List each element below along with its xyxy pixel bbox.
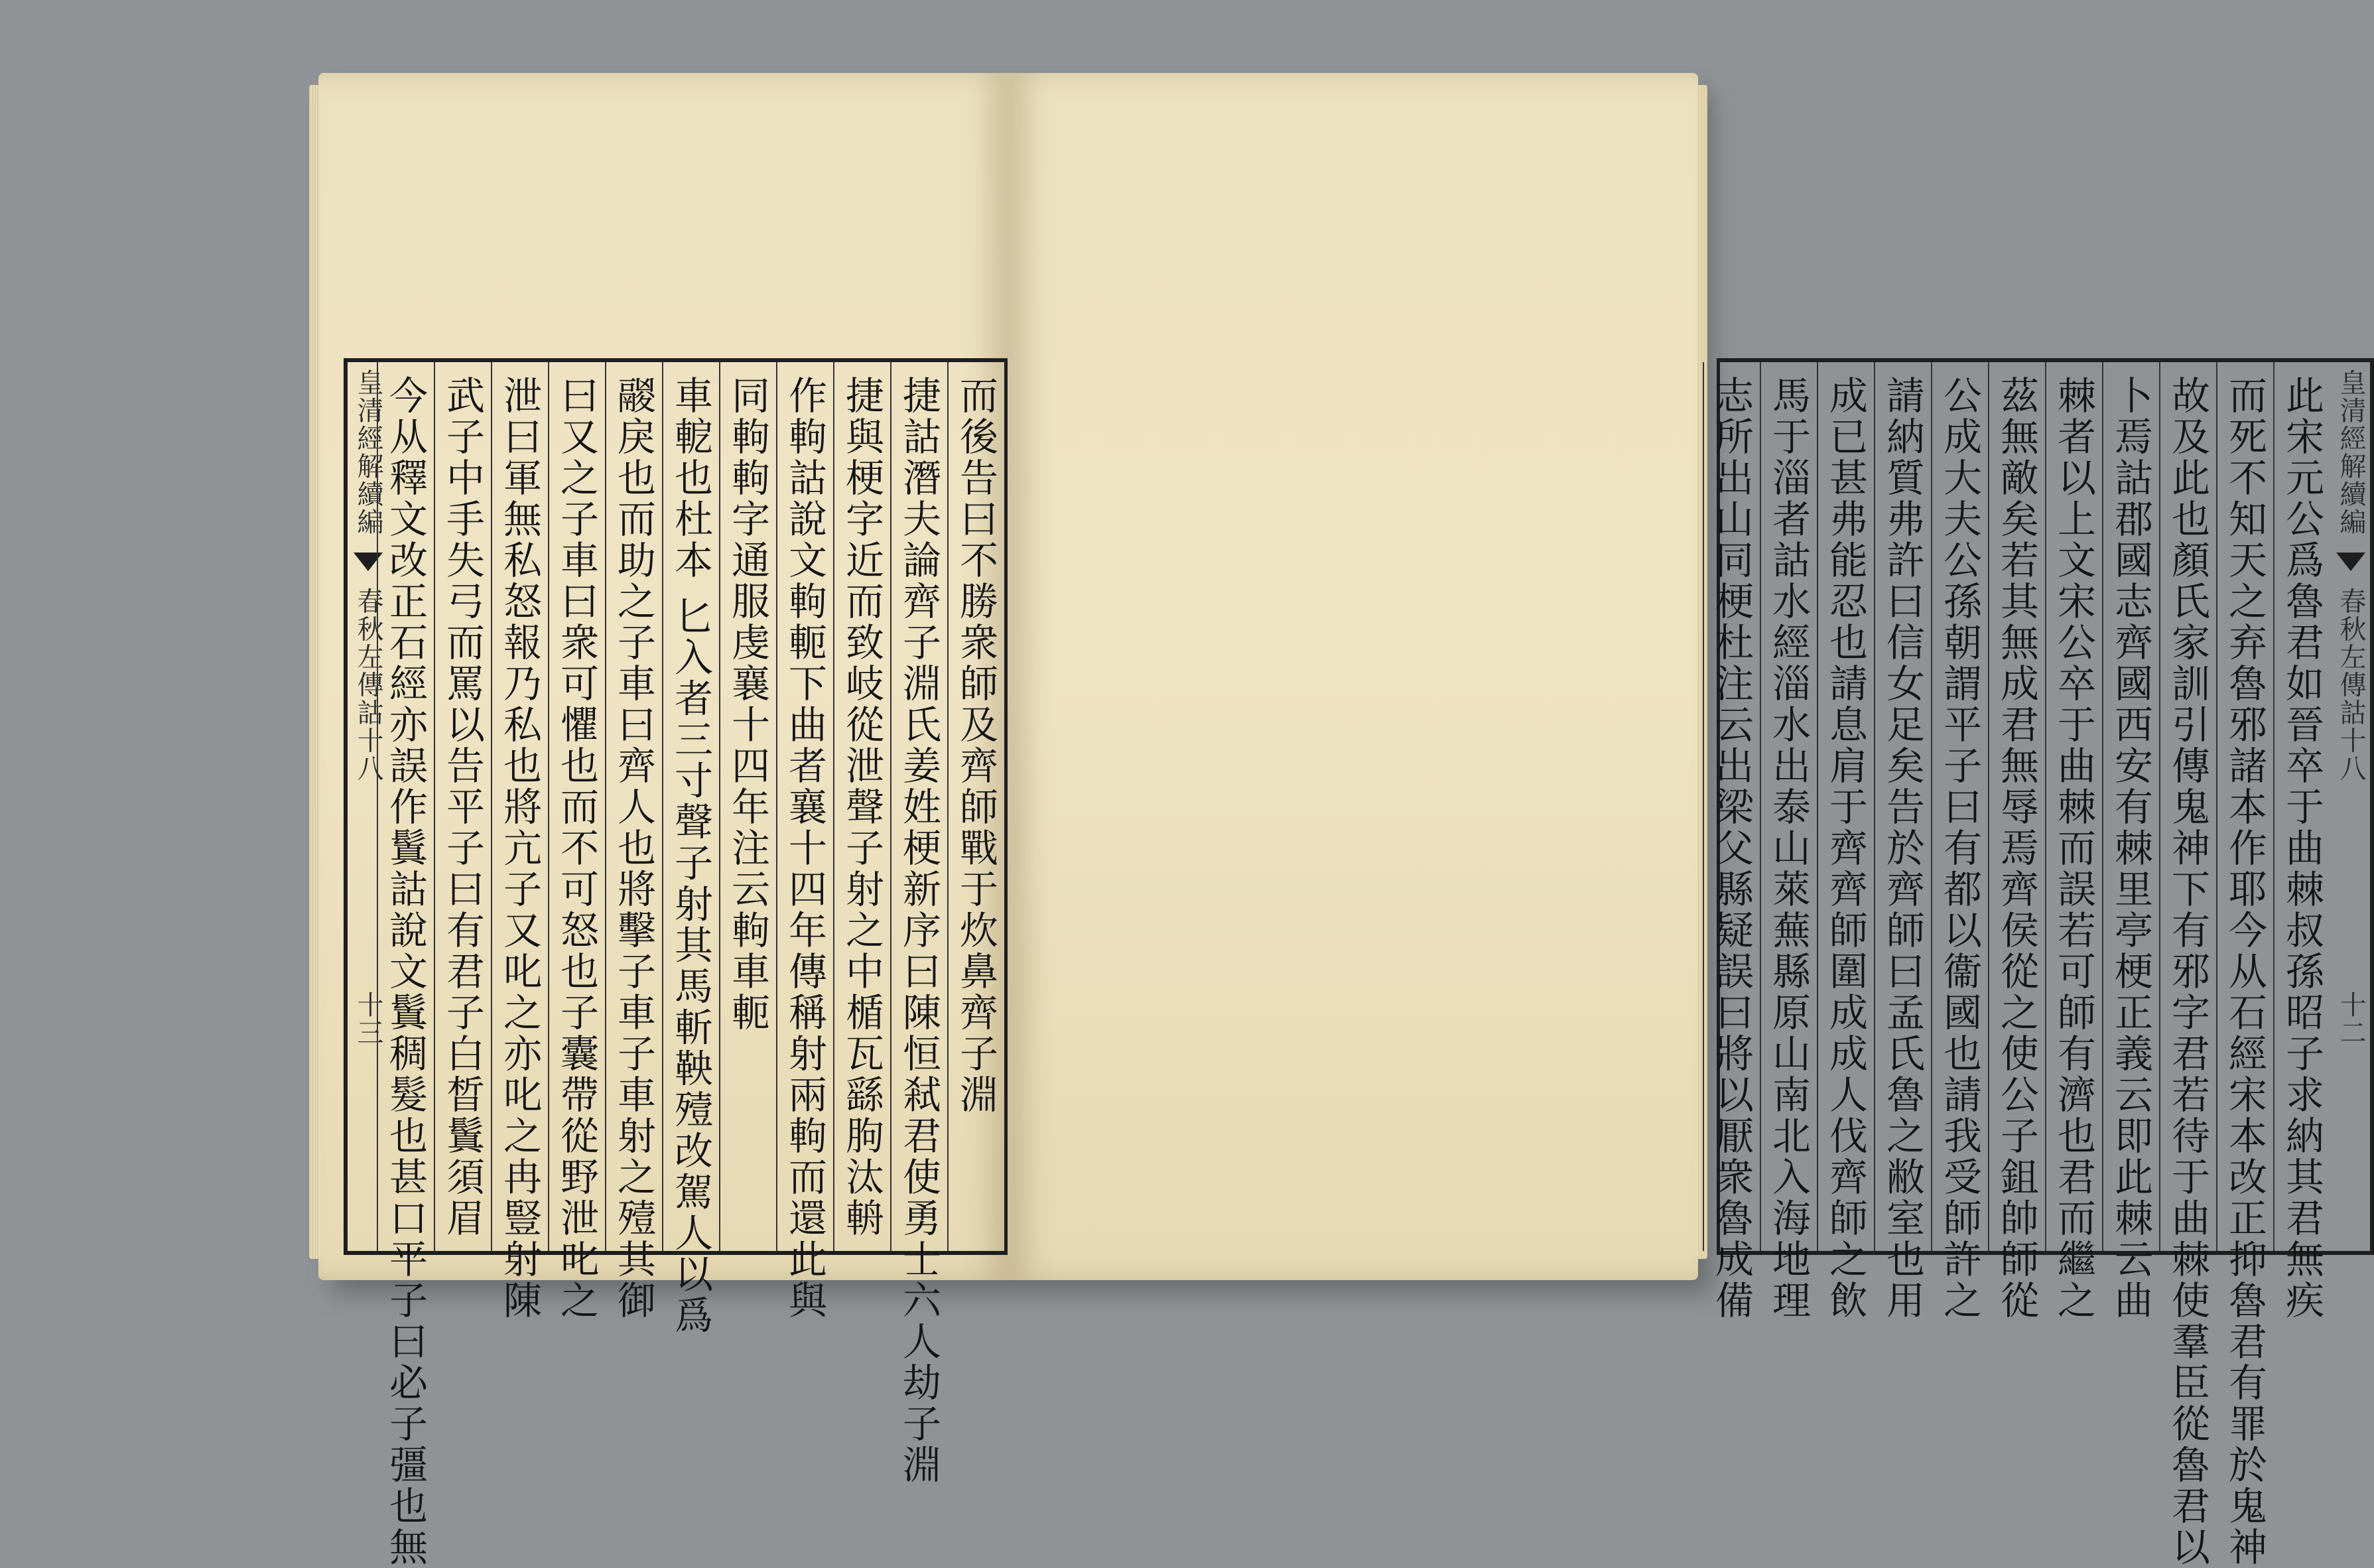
text-column: 馬于淄者詁水經淄水出泰山萊蕪縣原山南北入海地理 [1760, 362, 1817, 1251]
text-column: 捷與梗字近而致岐從泄聲子射之中楯瓦繇朐汰輈 [833, 362, 890, 1251]
text-column: 而死不知天之弃魯邪諸本作耶今从石經宋本改正抑魯君有罪於鬼神 [2216, 362, 2273, 1251]
text-column: 作軥詁說文軥軛下曲者襄十四年傳稱射兩軥而還此與 [776, 362, 833, 1251]
text-column: 棘者以上文宋公卒于曲棘而誤若可師有濟也君而繼之 [2045, 362, 2102, 1251]
text-column: 志所出山同梗杜注云出梁父縣疑誤曰將以厭衆魯成備 [1703, 362, 1760, 1251]
text-column: 卜焉詁郡國志齊國西安有棘里亭梗正義云即此棘云曲 [2102, 362, 2159, 1251]
left-columns [383, 362, 1004, 1568]
right-banxin-title: 皇清經解續編 [2336, 369, 2366, 536]
text-column: 茲無敵矣若其無成君無辱焉齊侯從之使公子鉏帥師從 [1988, 362, 2045, 1251]
left-banxin-section: 春秋左傳詁十八 [353, 587, 383, 783]
right-banxin [2330, 362, 2370, 1251]
left-page-edge [309, 85, 320, 1259]
left-page-number: 十三 [353, 991, 383, 1047]
right-page [1008, 73, 2366, 1568]
text-column: 請納質弗許曰信女足矣告於齊師曰孟氏魯之敝室也用 [1874, 362, 1931, 1251]
right-columns [1709, 362, 2330, 1568]
open-book [318, 73, 2366, 1568]
text-column: 捷詁潛夫論齊子淵氏姜姓梗新序曰陳恒弒君使勇士六人劫子淵 [890, 362, 947, 1251]
right-text-frame [1709, 358, 2374, 1568]
text-column: 公成大夫公孫朝謂平子曰有都以衞國也請我受師許之 [1931, 362, 1988, 1251]
text-column: 泄曰軍無私怒報乃私也將亢子又叱之亦叱之冉豎射陳 [491, 362, 548, 1251]
text-column: 此宋元公爲魯君如晉卒于曲棘叔孫昭子求納其君無疾 [2273, 362, 2330, 1251]
text-column: 同軥軥字通服虔襄十四年注云軥車軛 [719, 362, 776, 1251]
text-column: 成已甚弗能忍也請息肩于齊齊師圍成成人伐齊師之飲 [1817, 362, 1874, 1251]
text-column: 故及此也顏氏家訓引傳鬼神下有邪字君若待于曲棘使羣臣從魯君以 [2159, 362, 2216, 1251]
text-column: 鬷戾也而助之子車曰齊人也將擊子車子車射之殪其御 [605, 362, 662, 1251]
left-banxin-title: 皇清經解續編 [353, 369, 383, 536]
text-column: 而後告曰不勝衆師及齊師戰于炊鼻齊子淵 [947, 362, 1004, 1251]
left-text-frame [344, 358, 1008, 1568]
fish-tail-mark-icon [2336, 553, 2365, 571]
right-page-number: 十二 [2336, 991, 2366, 1047]
text-column: 今从釋文改正石經亦誤作鬒詁說文鬒稠髮也甚口平子曰必子彊也無 [377, 362, 434, 1251]
text-column: 曰又之子車曰衆可懼也而不可怒也子囊帶從野泄叱之 [548, 362, 605, 1251]
text-column: 武子中手失弓而罵以告平子曰有君子白晳鬒須眉 [434, 362, 491, 1251]
right-banxin-section: 春秋左傳詁十八 [2336, 587, 2366, 783]
text-column: 車軶也杜本 匕入者三寸聲子射其馬斬鞅殪改駕人以爲 [662, 362, 719, 1251]
left-page [318, 73, 1008, 1568]
